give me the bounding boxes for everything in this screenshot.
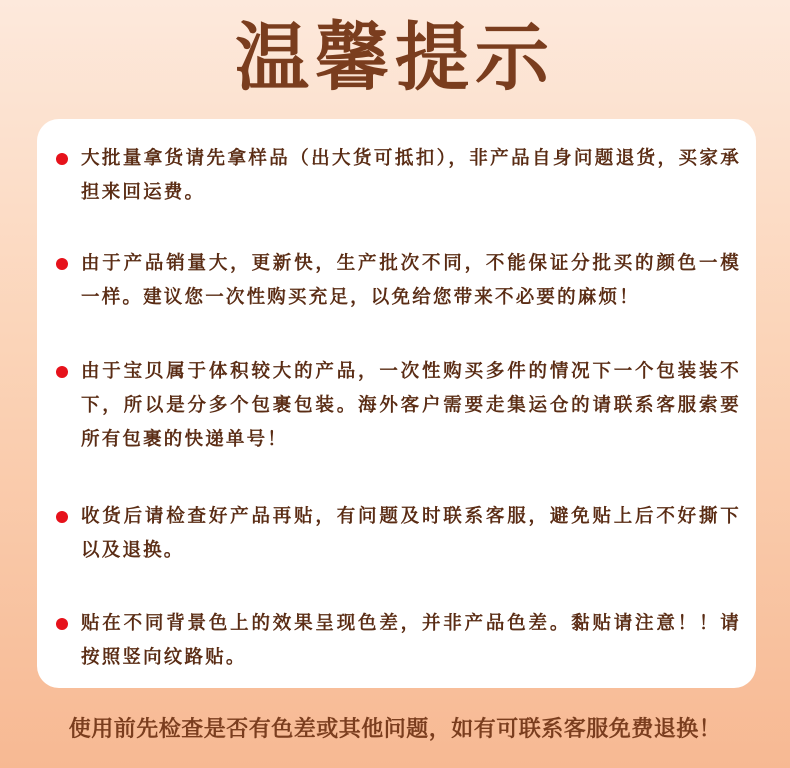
bullet-dot: [56, 258, 68, 270]
tip-item: [81, 607, 741, 675]
bullet-dot: [56, 618, 68, 630]
page-title: 温馨提示: [235, 15, 555, 101]
tip-text: 收货后请检查好产品再贴，有问题及时联系客服，避免贴上后不好撕下以及退换。: [81, 506, 741, 561]
tip-text: 大批量拿货请先拿样品（出大货可抵扣），非产品自身问题退货，买家承担来回运费。: [81, 148, 741, 203]
tip-text: 由于产品销量大，更新快，生产批次不同，不能保证分批买的颜色一模一样。建议您一次性购买充足，以免给您带来不必要的麻烦！: [81, 253, 741, 308]
tip-item: [81, 247, 741, 315]
tip-text: 由于宝贝属于体积较大的产品，一次性购买多件的情况下一个包装装不下，所以是分多个包裹包装。海外客户需要走集运仓的请联系客服索要所有包裹的快递单号！: [81, 361, 741, 450]
bullet-dot: [56, 511, 68, 523]
tip-text: 贴在不同背景色上的效果呈现色差，并非产品色差。黏贴请注意！！请按照竖向纹路贴。: [81, 613, 741, 668]
bullet-dot: [56, 366, 68, 378]
tip-item: [81, 355, 741, 457]
footer-notice: 使用前先检查是否有色差或其他问题，如有可联系客服免费退换！: [68, 717, 722, 742]
tips-card: [37, 119, 756, 688]
tip-item: [81, 142, 741, 210]
tip-item: [81, 500, 741, 568]
bullet-dot: [56, 153, 68, 165]
